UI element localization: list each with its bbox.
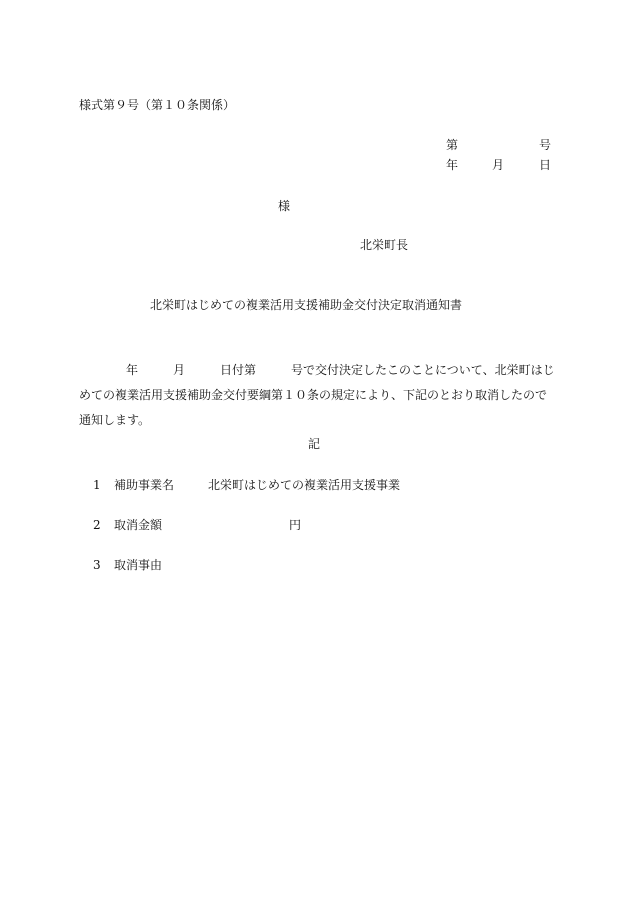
item-label-2: 取消金額 [114, 518, 163, 532]
issuer-name: 北栄町長 [360, 238, 409, 252]
form-number: 様式第９号（第１０条関係） [79, 98, 236, 112]
doc-number-dai: 第 [446, 138, 459, 152]
item-value-2: 円 [289, 518, 302, 532]
item-label-1: 補助事業名 [114, 478, 175, 492]
item-number-3: 3 [93, 558, 101, 572]
body-paragraph [79, 358, 555, 433]
item-label-3: 取消事由 [114, 558, 163, 572]
date-day: 日 [539, 158, 552, 172]
body-day-attached: 日付第 [220, 363, 257, 377]
document-title: 北栄町はじめての複業活用支援補助金交付決定取消通知書 [150, 298, 463, 312]
body-month: 月 [173, 363, 186, 377]
date-month: 月 [492, 158, 505, 172]
body-year: 年 [126, 363, 139, 377]
item-number-2: 2 [93, 518, 101, 532]
ki-heading: 記 [308, 437, 321, 451]
item-value-1: 北栄町はじめての複業活用支援事業 [208, 478, 401, 492]
doc-number-go: 号 [539, 138, 552, 152]
item-number-1: 1 [93, 478, 101, 492]
body-text: 号で交付決定したこのことについて、北栄町はじめての複業活用支援補助金交付要綱第１０条の規定により、下記のとおり取消したので通知します。 [79, 363, 555, 427]
addressee-suffix: 様 [278, 199, 291, 213]
date-year: 年 [446, 158, 459, 172]
